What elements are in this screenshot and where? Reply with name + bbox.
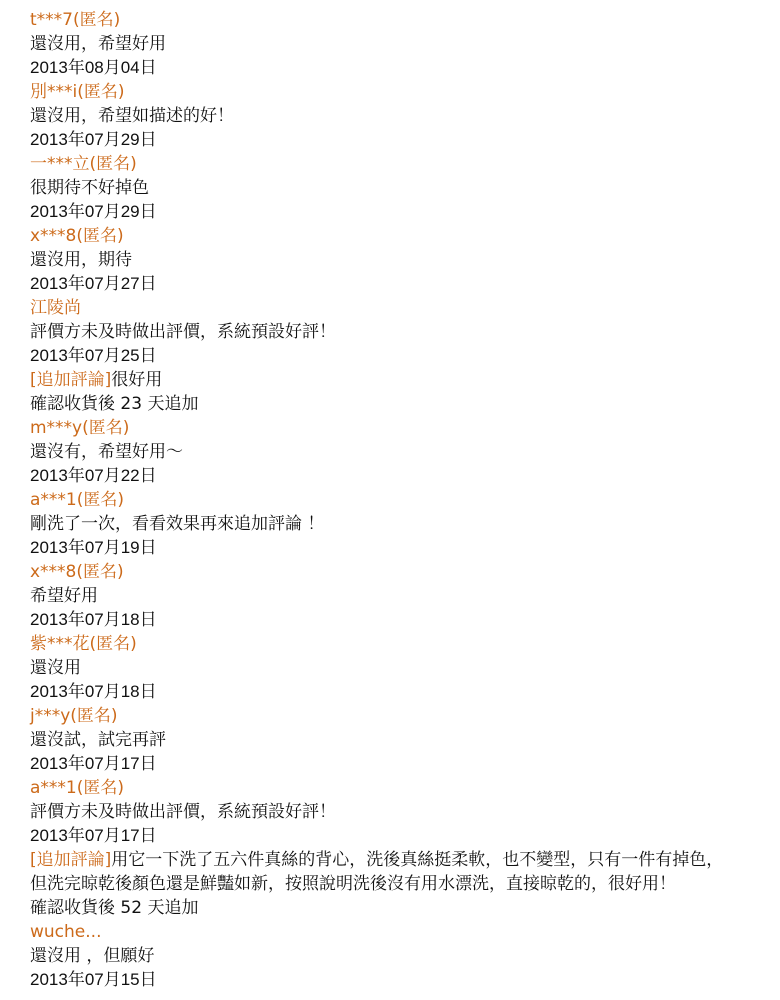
reviewer-name[interactable]: x***8(匿名) bbox=[30, 562, 124, 582]
reviewer-name[interactable]: t***7(匿名) bbox=[30, 10, 121, 30]
review-text: 還沒有，希望好用～ bbox=[30, 442, 183, 462]
review-text: 還沒試，試完再評 bbox=[30, 730, 166, 750]
anonymous-label: (匿名) bbox=[77, 82, 125, 102]
followup-text: 很好用 bbox=[111, 370, 163, 390]
followup-tag: [追加評論] bbox=[30, 850, 112, 870]
followup-comment-continued: 但洗完晾乾後顏色還是鮮豔如新，按照說明洗後沒有用水漂洗，直接晾乾的，很好用！ bbox=[30, 874, 676, 894]
review-date: 2013年08月04日 bbox=[30, 58, 157, 77]
review-date: 2013年07月27日 bbox=[30, 274, 157, 293]
review-list bbox=[30, 8, 770, 992]
review-date: 2013年07月22日 bbox=[30, 466, 157, 485]
anonymous-label: (匿名) bbox=[76, 778, 124, 798]
review-item bbox=[30, 152, 770, 224]
review-date: 2013年07月17日 bbox=[30, 826, 157, 845]
reviewer-name[interactable]: 江陵尚 bbox=[30, 298, 81, 318]
review-date: 2013年07月18日 bbox=[30, 682, 157, 701]
reviewer-name[interactable]: 紫***花(匿名) bbox=[30, 634, 137, 654]
reviewer-name[interactable]: j***y(匿名) bbox=[30, 706, 118, 726]
review-item bbox=[30, 920, 770, 992]
followup-comment bbox=[30, 368, 770, 392]
anonymous-label: (匿名) bbox=[76, 490, 124, 510]
review-date: 2013年07月25日 bbox=[30, 346, 157, 365]
reviewer-name[interactable]: a***1(匿名) bbox=[30, 778, 124, 798]
review-text: 還沒用，希望如描述的好！ bbox=[30, 106, 234, 126]
review-text: 還沒用，期待 bbox=[30, 250, 132, 270]
anonymous-label: (匿名) bbox=[89, 634, 137, 654]
anonymous-label: (匿名) bbox=[82, 418, 130, 438]
review-text: 希望好用 bbox=[30, 586, 98, 606]
followup-confirm-note: 確認收貨後 23 天追加 bbox=[30, 394, 199, 414]
anonymous-label: (匿名) bbox=[72, 10, 121, 30]
reviewer-name[interactable]: 別***i(匿名) bbox=[30, 82, 125, 102]
review-item bbox=[30, 80, 770, 152]
review-item bbox=[30, 632, 770, 704]
followup-text: 用它一下洗了五六件真絲的背心，洗後真絲挺柔軟，也不變型，只有一件有掉色， bbox=[111, 850, 724, 870]
review-date: 2013年07月29日 bbox=[30, 202, 157, 221]
review-item bbox=[30, 8, 770, 80]
anonymous-label: (匿名) bbox=[89, 154, 137, 174]
review-item bbox=[30, 560, 770, 632]
reviewer-name[interactable]: m***y(匿名) bbox=[30, 418, 130, 438]
review-text: 還沒用，希望好用 bbox=[30, 34, 166, 54]
review-item bbox=[30, 224, 770, 296]
review-item bbox=[30, 416, 770, 488]
review-date: 2013年07月15日 bbox=[30, 970, 157, 989]
reviewer-name[interactable]: wuche... bbox=[30, 922, 102, 942]
followup-confirm-note: 確認收貨後 52 天追加 bbox=[30, 898, 199, 918]
followup-comment bbox=[30, 848, 770, 872]
review-item bbox=[30, 296, 770, 416]
reviewer-name[interactable]: x***8(匿名) bbox=[30, 226, 124, 246]
review-date: 2013年07月29日 bbox=[30, 130, 157, 149]
review-text: 評價方未及時做出評價，系統預設好評！ bbox=[30, 802, 336, 822]
review-date: 2013年07月18日 bbox=[30, 610, 157, 629]
review-text: 還沒用 ，但願好 bbox=[30, 946, 155, 966]
review-date: 2013年07月17日 bbox=[30, 754, 157, 773]
reviewer-name[interactable]: 一***立(匿名) bbox=[30, 154, 137, 174]
review-text: 還沒用 bbox=[30, 658, 81, 678]
review-item bbox=[30, 704, 770, 776]
reviewer-name[interactable]: a***1(匿名) bbox=[30, 490, 124, 510]
anonymous-label: (匿名) bbox=[76, 562, 124, 582]
review-item bbox=[30, 488, 770, 560]
review-item bbox=[30, 776, 770, 920]
followup-tag: [追加評論] bbox=[30, 370, 112, 390]
anonymous-label: (匿名) bbox=[76, 226, 124, 246]
anonymous-label: (匿名) bbox=[70, 706, 118, 726]
review-text: 很期待不好掉色 bbox=[30, 178, 149, 198]
review-date: 2013年07月19日 bbox=[30, 538, 157, 557]
review-text: 剛洗了一次，看看效果再來追加評論 ！ bbox=[30, 514, 325, 534]
review-text: 評價方未及時做出評價，系統預設好評！ bbox=[30, 322, 336, 342]
